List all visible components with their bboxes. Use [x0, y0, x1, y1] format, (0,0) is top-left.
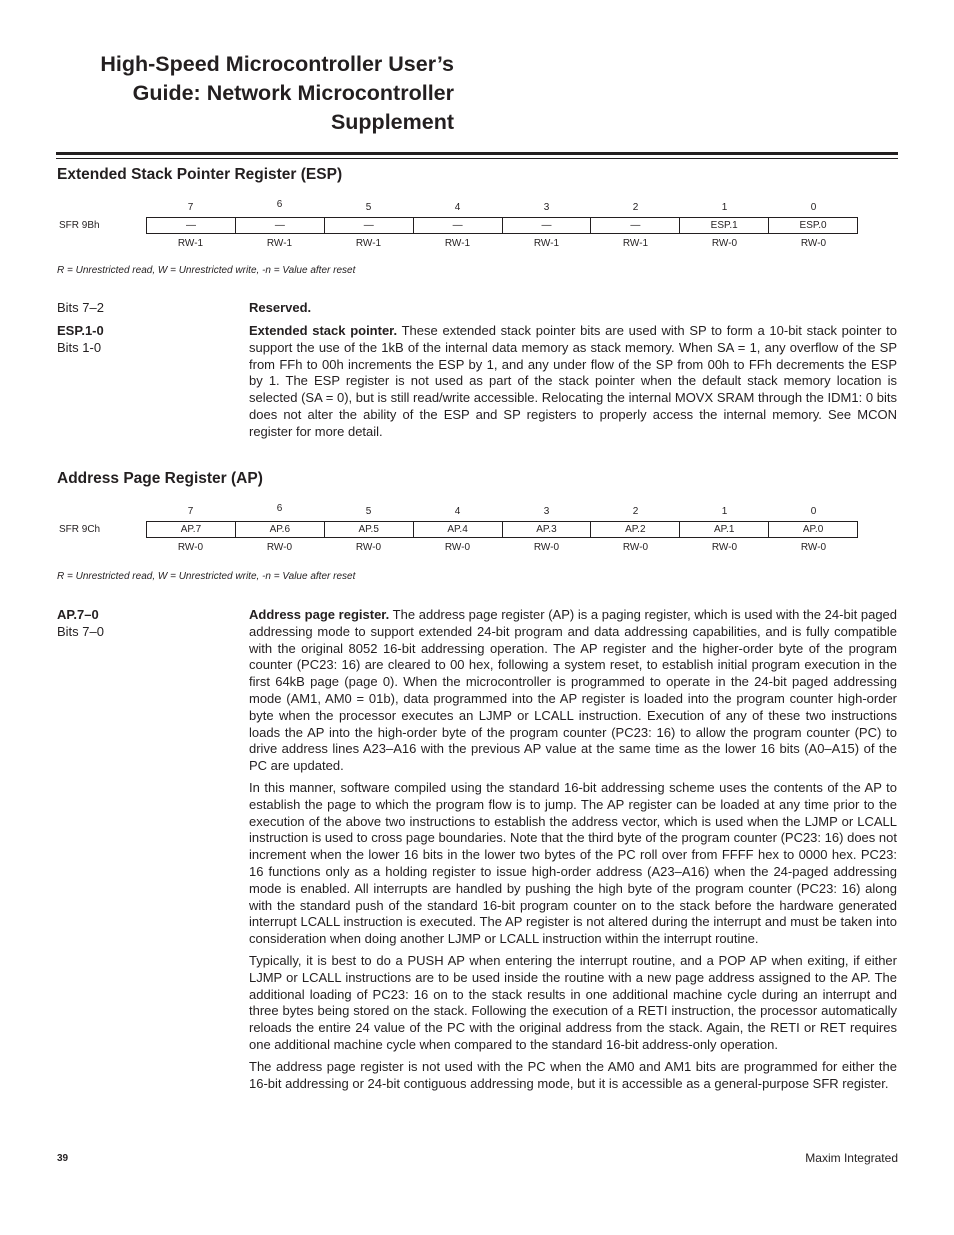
- esp-lead: Extended stack pointer.: [249, 323, 398, 338]
- bit-number: 4: [454, 202, 461, 213]
- esp-reset-values: [146, 238, 858, 250]
- bit-number: 3: [543, 202, 550, 213]
- reset-value: RW-0: [800, 542, 827, 553]
- reserved-description: [249, 300, 897, 322]
- bit-number: 6: [276, 199, 283, 210]
- bit-value: AP.3: [502, 522, 591, 537]
- reset-value: RW-0: [711, 238, 738, 249]
- esp-legend-note: R = Unrestricted read, W = Unrestricted write, -n = Value after reset: [57, 265, 356, 276]
- bit-number: 0: [810, 506, 817, 517]
- ap-reset-values: [146, 542, 858, 554]
- header-rule-thin: [56, 158, 898, 159]
- ap-lead: Address page register.: [249, 607, 390, 622]
- bit-value: AP.1: [679, 522, 768, 537]
- bit-value: —: [235, 218, 324, 233]
- esp-sfr-address: SFR 9Bh: [59, 220, 100, 231]
- title-line-3: Supplement: [330, 110, 454, 134]
- ap-description: [249, 607, 897, 1097]
- reset-value: RW-0: [444, 542, 471, 553]
- bit-number: 2: [632, 202, 639, 213]
- bit-number: 7: [187, 506, 194, 517]
- reset-value: RW-0: [177, 542, 204, 553]
- reset-value: RW-0: [266, 542, 293, 553]
- company-name: Maxim Integrated: [805, 1151, 898, 1165]
- reset-value: RW-1: [177, 238, 204, 249]
- bit-value: AP.4: [413, 522, 502, 537]
- ap-paragraph-4: The address page register is not used with the PC when the AM0 and AM1 bits are programmed for either the 16-bit addressing or 24-bit contiguous addressing mode, but it is accessible as a general-purpose SFR register.: [249, 1058, 897, 1091]
- esp-section-heading: Extended Stack Pointer Register (ESP): [57, 166, 343, 183]
- reset-value: RW-0: [622, 542, 649, 553]
- esp-body: These extended stack pointer bits are used with SP to form a 10-bit stack pointer to support the use of the 1kB of the internal data memory as stack memory. When SA = 1, any overflow of the SP from FFh to 00h increments the ESP by 1, and any under flow of the SP from 00h to FFh decrements the ESP by 1. The ESP register is not used as part of the stack pointer when the default stack memory location is selected (SA = 0), but is still read/write accessible. Relocating the internal MOVX SRAM through the IDM1: 0 bits does not alter the ability of the ESP and SP registers to properly access the internal memory. See MCON register for more detail.: [249, 323, 897, 439]
- ap-body-1: The address page register (AP) is a paging register, which is used with the 24-bit paged addressing mode to support extended 24-bit program and data addressing capabilities, and is fully compatible with the original 8052 16-bit addressing operation. The AP register and the higher-order byte of the program counter (PC23: 16) are cleared to 00 hex, following a system reset, to establish initial program execution in the first 64kB page (page 0). When the microcontroller is programmed to operate in the 24-bit paged addressing mode (AM1, AM0 = 01b), data programmed into the AP register is loaded into the program counter high-order byte when the processor executes an LJMP or LCALL instruction. Execution of any of these two instructions loads the AP into the high-order byte of the program counter (PC23: 16) to allow the program counter (PC) to drive address lines A23–A16 with the previous AP value at the same time as the lower 16 bits (A0–A15) of the PC are updated.: [249, 607, 898, 774]
- ap-paragraph-2: In this manner, software compiled using the standard 16-bit addressing scheme uses the contents of the AP to establish the page to which the program flow is to jump. The AP register can be loaded at any time prior to the execution of the above two instructions to establish the address vector, which is used when the LJMP or LCALL instruction is used to cross page boundaries. Note that the third byte of the program counter (PC23: 16) does not increment when the lower 16 bits in the lower two bytes of the PC roll over from FFFF hex to 0000 hex. PC23: 16 functions only as a holding register to issue high-order address (A23–A16) when the 24-paged addressing mode is enabled. All interrupts are handled by pushing the high byte of the program counter (PC23: 16) along with the standard push of the standard 16-bit program counter on to the stack before the hardware generated interrupt LCALL instruction is executed. The AP register is not altered during the interrupt and must be taken into consideration when doing another LJMP or LCALL instruction within the interrupt routine.: [249, 779, 897, 947]
- reset-value: RW-0: [533, 542, 560, 553]
- ap-field-name: AP.7–0: [57, 607, 99, 622]
- bit-number: 4: [454, 506, 461, 517]
- bit-value: AP.2: [590, 522, 679, 537]
- bit-number: 7: [187, 202, 194, 213]
- ap-bits-label: [57, 607, 227, 641]
- title-line-1: High-Speed Microcontroller User’s: [100, 52, 454, 76]
- bit-number: 0: [810, 202, 817, 213]
- bit-value: —: [185, 220, 196, 231]
- esp-description: [249, 323, 897, 446]
- reset-value: RW-1: [444, 238, 471, 249]
- bit-number: 1: [721, 506, 728, 517]
- ap-field-bits: Bits 7–0: [57, 623, 104, 639]
- bit-value: —: [590, 218, 679, 233]
- esp-field-name: ESP.1-0: [57, 323, 104, 338]
- ap-legend-note: R = Unrestricted read, W = Unrestricted write, -n = Value after reset: [57, 571, 356, 582]
- ap-register-table: [57, 505, 859, 561]
- bit-value: AP.6: [235, 522, 324, 537]
- bit-number: 6: [276, 503, 283, 514]
- reset-value: RW-1: [266, 238, 293, 249]
- reset-value: RW-0: [800, 238, 827, 249]
- reserved-text: Reserved.: [249, 300, 312, 315]
- reset-value: RW-1: [533, 238, 560, 249]
- bit-value: ESP.0: [768, 218, 857, 233]
- esp-bit-values: [146, 217, 858, 234]
- bit-number: 1: [721, 202, 728, 213]
- ap-section-heading: Address Page Register (AP): [57, 470, 263, 487]
- ap-sfr-address: SFR 9Ch: [59, 524, 101, 535]
- bit-value: AP.7: [180, 524, 202, 535]
- esp-field-bits: Bits 1-0: [57, 339, 102, 355]
- ap-paragraph-1: [249, 607, 897, 775]
- bit-number: 5: [365, 506, 372, 517]
- esp-bits-label: [57, 323, 227, 357]
- bit-value: —: [324, 218, 413, 233]
- page-title: [40, 50, 454, 137]
- esp-bit-numbers: [146, 199, 858, 214]
- reset-value: RW-0: [711, 542, 738, 553]
- title-line-2: Guide: Network Microcontroller: [132, 81, 454, 105]
- bit-number: 5: [365, 202, 372, 213]
- reserved-bits-label: [57, 300, 227, 317]
- reset-value: RW-1: [355, 238, 382, 249]
- bit-value: AP.0: [768, 522, 857, 537]
- reset-value: RW-1: [622, 238, 649, 249]
- bit-value: ESP.1: [679, 218, 768, 233]
- header-rule-thick: [56, 152, 898, 155]
- page-number: 39: [57, 1153, 69, 1164]
- bit-value: AP.5: [324, 522, 413, 537]
- reserved-bits: Bits 7–2: [57, 300, 104, 315]
- esp-register-table: [57, 200, 859, 256]
- bit-number: 2: [632, 506, 639, 517]
- ap-bit-values: [146, 521, 858, 538]
- bit-value: —: [413, 218, 502, 233]
- ap-paragraph-3: Typically, it is best to do a PUSH AP when entering the interrupt routine, and a POP AP when exiting, if either LJMP or LCALL instructions are to be used inside the routine with a new page address assigned to the AP. The additional loading of PC23: 16 on to the stack results in one additional machine cycle during an interrupt and three bytes being stored on the stack. Following the execution of a RETI instruction, the processor automatically reloads the entire 24 value of the PC with the original address from the stack. Again, the RETI or RET requires one additional machine cycle when compared to the standard 16-bit address-only operation.: [249, 952, 897, 1052]
- ap-bit-numbers: [146, 503, 858, 518]
- bit-number: 3: [543, 506, 550, 517]
- reset-value: RW-0: [355, 542, 382, 553]
- bit-value: —: [502, 218, 591, 233]
